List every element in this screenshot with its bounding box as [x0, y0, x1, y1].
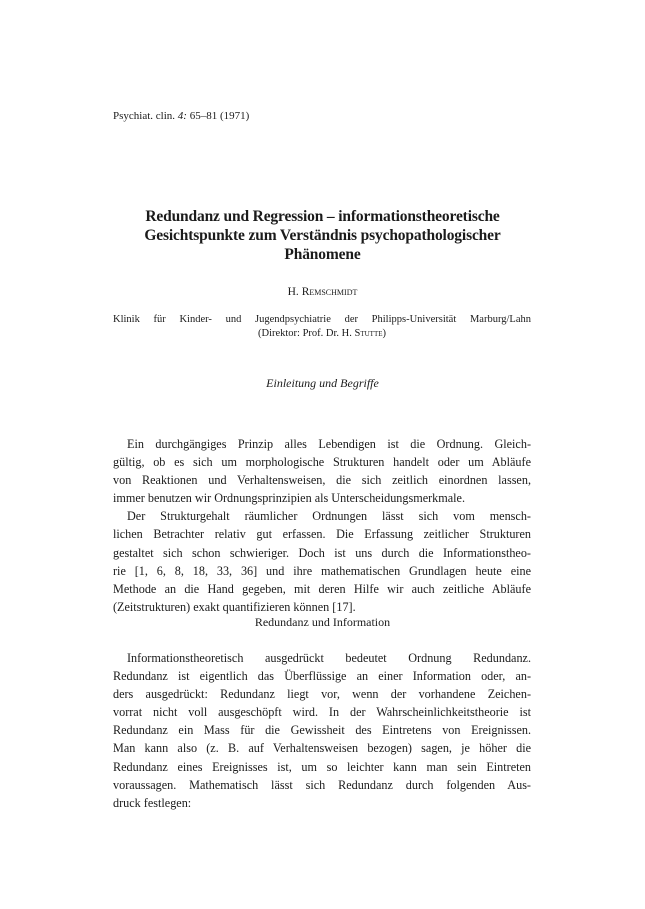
text-line: von Reaktionen und Verhaltensweisen, die sich zeitlich einordnen lassen, [113, 473, 531, 488]
section-heading-introduction: Einleitung und Begriffe [266, 376, 379, 390]
section-heading-redundancy: Redundanz und Information [254, 615, 391, 629]
affiliation-director [113, 327, 531, 341]
text-line: Informationstheoretisch ausgedrückt bedeutet Ordnung Redundanz. [127, 651, 531, 665]
title-line: Phänomene [284, 246, 361, 263]
director-name: Stutte [354, 328, 383, 339]
affiliation [113, 313, 531, 341]
text-line: Ein durchgängiges Prinzip alles Lebendigen ist die Ordnung. Gleich- [127, 437, 531, 451]
text-line: ders ausgedrückt: Redundanz liegt vor, wenn der vorhandene Zeichen- [113, 687, 531, 702]
text-line: Redundanz eines Ereignisses ist, um so leichter kann man sein Eintreten [113, 759, 531, 774]
journal-citation [113, 110, 249, 122]
text-line: Man kann also (z. B. auf Verhaltensweisen bezogen) sagen, je höher die [113, 741, 531, 756]
text-line: druck festlegen: [113, 795, 192, 810]
journal-name: Psychiat. clin. [113, 110, 176, 122]
article-title [0, 207, 645, 264]
journal-pages-year: 65–81 (1971) [189, 110, 250, 122]
author-name: Remschmidt [301, 286, 358, 298]
section-body-redundancy [113, 649, 531, 812]
title-line: Gesichtspunkte zum Verständnis psychopathologischer [144, 227, 501, 244]
text-line: (Zeitstrukturen) exakt quantifizieren können [17]. [113, 599, 356, 614]
director-suffix: ) [382, 328, 387, 339]
text-line: gültig, ob es sich um morphologische Strukturen handelt oder um Abläufe [113, 455, 531, 470]
section-body-introduction [113, 435, 531, 616]
text-line: immer benutzen wir Ordnungsprinzipien als Unterscheidungsmerkmale. [113, 491, 465, 506]
author-initial: H. [287, 286, 299, 298]
director-prefix: (Direktor: Prof. Dr. H. [257, 328, 352, 339]
title-line: Redundanz und Regression – informationstheoretische [145, 208, 500, 225]
journal-volume: 4: [177, 110, 187, 122]
author [0, 286, 645, 298]
text-line: Redundanz ein Mass für die Gewissheit des Eintretens von Ereignissen. [113, 723, 531, 738]
text-line: Methode an die Hand gegeben, mit deren Hilfe wir auch zeitliche Abläufe [113, 581, 531, 596]
text-line: gestaltet sich schon schwieriger. Doch ist uns durch die Informationstheo- [113, 545, 531, 560]
text-line: lichen Betrachter relativ gut erfassen. Die Erfassung zeitlicher Strukturen [113, 527, 531, 542]
text-line: Der Strukturgehalt räumlicher Ordnungen lässt sich vom mensch- [127, 509, 531, 524]
text-line: voraussagen. Mathematisch lässt sich Redundanz durch folgenden Aus- [113, 777, 531, 792]
text-line: vorrat nicht voll ausgeschöpft wird. In der Wahrscheinlichkeitstheorie ist [113, 705, 531, 720]
affiliation-institution: Klinik für Kinder- und Jugendpsychiatrie der Philipps-Universität Marburg/Lahn [113, 314, 531, 325]
text-line: rie [1, 6, 8, 18, 33, 36] und ihre mathematischen Grundlagen heute eine [113, 563, 531, 578]
text-line: Redundanz ist eigentlich das Überflüssige an einer Information oder, an- [113, 669, 531, 684]
